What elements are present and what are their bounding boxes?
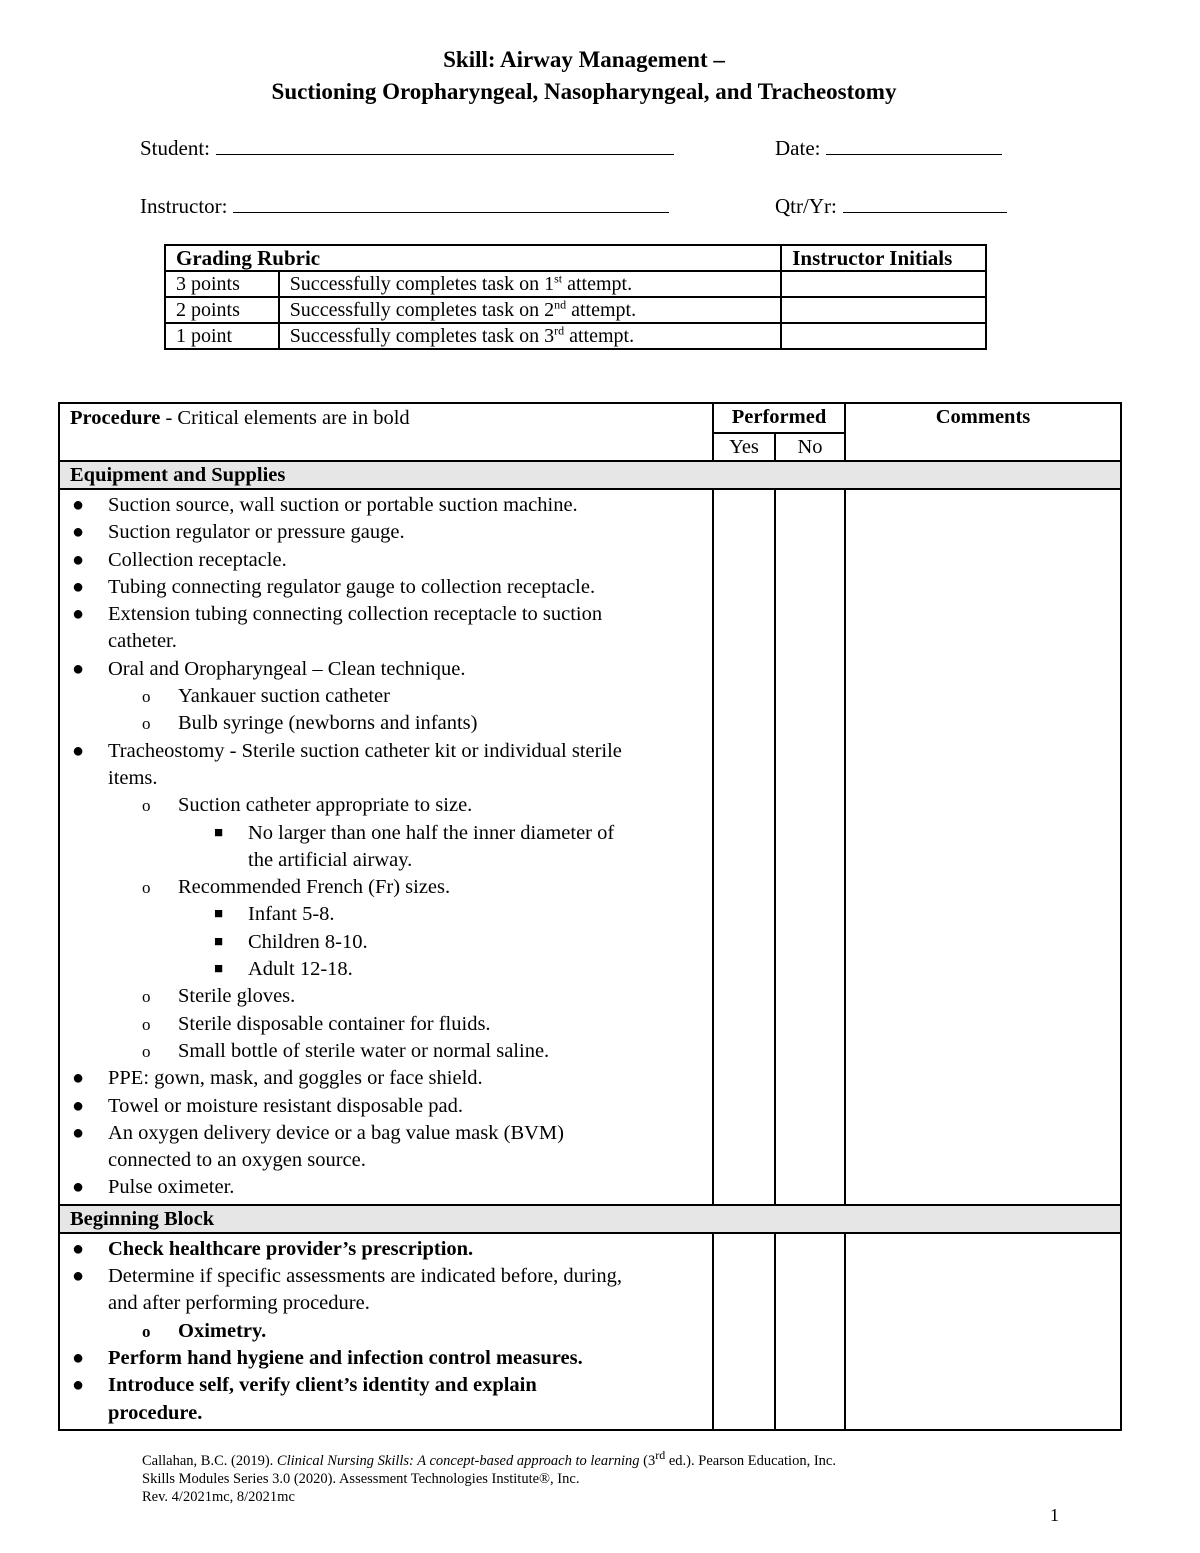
list-item: ● Collection receptacle.	[72, 548, 287, 571]
rubric-initials-cell[interactable]	[781, 297, 986, 323]
equipment-comments-cell[interactable]	[845, 489, 1121, 1205]
list-subitem: o Suction catheter appropriate to size.	[142, 794, 473, 817]
list-item-continued: procedure.	[108, 1401, 203, 1424]
list-item-critical: ● Introduce self, verify client’s identity and explain	[72, 1374, 537, 1397]
list-item: ● Extension tubing connecting collection receptacle to suction	[72, 603, 603, 626]
list-item: ● Suction source, wall suction or portable suction machine.	[72, 494, 578, 516]
list-subsubitem: ■ Adult 12-18.	[214, 958, 353, 981]
list-item: ● An oxygen delivery device or a bag value mask (BVM)	[72, 1121, 564, 1144]
list-subitem-critical: o Oximetry.	[142, 1319, 267, 1342]
rubric-row	[165, 297, 986, 323]
list-item-continued: and after performing procedure.	[108, 1292, 370, 1315]
rubric-points: 1 point	[165, 323, 279, 349]
list-item-continued: connected to an oxygen source.	[108, 1149, 366, 1172]
beginning-block-header: Beginning Block	[59, 1205, 1121, 1233]
page-title	[0, 44, 1168, 108]
instructor-field[interactable]	[140, 192, 669, 219]
list-subitem: o Sterile gloves.	[142, 985, 296, 1008]
list-item: ● Oral and Oropharyngeal – Clean technique.	[72, 657, 466, 680]
date-label: Date:	[775, 136, 821, 160]
list-subsubitem-continued: the artificial airway.	[248, 848, 413, 871]
student-blank[interactable]	[216, 134, 674, 155]
list-subitem: o Bulb syringe (newborns and infants)	[142, 712, 478, 735]
list-item: ● Towel or moisture resistant disposable pad.	[72, 1094, 463, 1117]
student-field[interactable]	[140, 134, 674, 161]
footer-line-1: Callahan, B.C. (2019). Clinical Nursing Skills: A concept-based approach to learning (3rd ed.). Pearson Education, Inc.	[142, 1448, 836, 1469]
beginning-list	[60, 1234, 712, 1429]
rubric-description: Successfully completes task on 1st attempt.	[279, 271, 782, 297]
grading-rubric-table	[164, 244, 987, 350]
equipment-yes-cell[interactable]	[713, 489, 775, 1205]
rubric-description: Successfully completes task on 2nd attempt.	[279, 297, 782, 323]
footer-line-2: Skills Modules Series 3.0 (2020). Assessment Technologies Institute®, Inc.	[142, 1471, 580, 1487]
rubric-points: 3 points	[165, 271, 279, 297]
rubric-row	[165, 323, 986, 349]
date-blank[interactable]	[826, 134, 1002, 155]
rubric-description: Successfully completes task on 3rd attempt.	[279, 323, 782, 349]
instructor-blank[interactable]	[233, 192, 669, 213]
list-item: ● PPE: gown, mask, and goggles or face shield.	[72, 1067, 483, 1090]
list-item-continued: items.	[108, 766, 158, 789]
rubric-initials-cell[interactable]	[781, 323, 986, 349]
title-line-1: Skill: Airway Management –	[443, 47, 725, 72]
beginning-comments-cell[interactable]	[845, 1233, 1121, 1430]
footer-line-3: Rev. 4/2021mc, 8/2021mc	[142, 1489, 295, 1505]
list-item-critical: ● Perform hand hygiene and infection control measures.	[72, 1346, 583, 1369]
date-field[interactable]	[775, 134, 1002, 161]
beginning-yes-cell[interactable]	[713, 1233, 775, 1430]
no-header: No	[775, 433, 845, 461]
comments-header: Comments	[845, 403, 1121, 461]
rubric-points: 2 points	[165, 297, 279, 323]
list-item: ● Suction regulator or pressure gauge.	[72, 521, 405, 544]
list-subitem: o Yankauer suction catheter	[142, 685, 390, 708]
list-item: ● Tubing connecting regulator gauge to collection receptacle.	[72, 575, 596, 598]
instructor-label: Instructor:	[140, 194, 228, 218]
footer-citation	[142, 1448, 836, 1506]
list-subsubitem: ■ No larger than one half the inner diameter of	[214, 821, 615, 844]
qtr-yr-field[interactable]	[775, 192, 1007, 219]
equipment-no-cell[interactable]	[775, 489, 845, 1205]
performed-header: Performed	[713, 403, 845, 433]
beginning-list-cell	[59, 1233, 713, 1430]
list-item: ● Pulse oximeter.	[72, 1176, 235, 1199]
list-subsubitem: ■ Infant 5-8.	[214, 903, 335, 926]
list-subitem: o Recommended French (Fr) sizes.	[142, 876, 451, 899]
qtr-yr-label: Qtr/Yr:	[775, 194, 837, 218]
rubric-header: Grading Rubric	[165, 245, 781, 271]
equipment-list	[60, 490, 712, 1204]
list-subsubitem: ■ Children 8-10.	[214, 930, 368, 953]
title-line-2: Suctioning Oropharyngeal, Nasopharyngeal, and Tracheostomy	[271, 79, 897, 104]
qtr-yr-blank[interactable]	[843, 192, 1007, 213]
list-item: ● Determine if specific assessments are indicated before, during,	[72, 1265, 623, 1288]
beginning-no-cell[interactable]	[775, 1233, 845, 1430]
list-subitem: o Sterile disposable container for fluids.	[142, 1012, 491, 1035]
yes-header: Yes	[713, 433, 775, 461]
rubric-initials-header: Instructor Initials	[781, 245, 986, 271]
rubric-initials-cell[interactable]	[781, 271, 986, 297]
list-item-continued: catheter.	[108, 630, 177, 653]
list-subitem: o Small bottle of sterile water or normal saline.	[142, 1039, 550, 1062]
equipment-section-header: Equipment and Supplies	[59, 461, 1121, 489]
student-label: Student:	[140, 136, 211, 160]
list-item: ● Tracheostomy - Sterile suction catheter kit or individual sterile	[72, 739, 622, 762]
list-item-critical: ● Check healthcare provider’s prescription.	[72, 1237, 474, 1260]
rubric-row	[165, 271, 986, 297]
procedure-checklist-table	[58, 402, 1122, 1431]
page-number: 1	[1050, 1505, 1059, 1525]
equipment-list-cell	[59, 489, 713, 1205]
procedure-header: Procedure - Critical elements are in bold	[59, 403, 713, 461]
